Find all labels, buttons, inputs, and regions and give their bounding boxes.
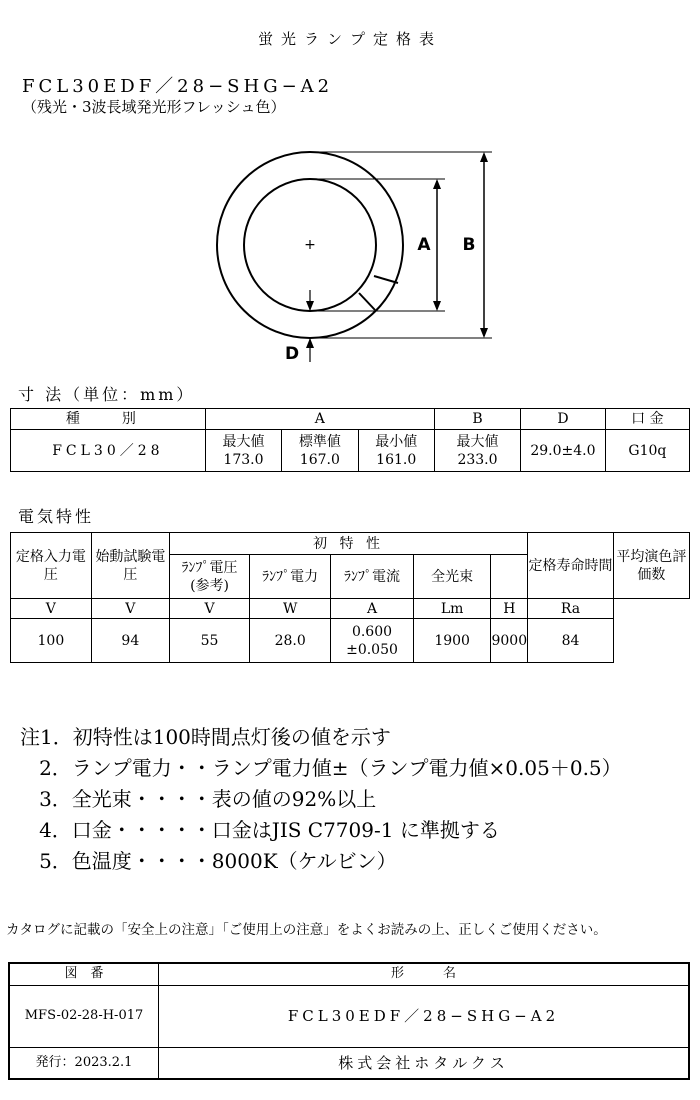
unit-cell: Ra	[528, 599, 614, 619]
lamp-voltage-label: ﾗﾝﾌﾟ電圧	[181, 559, 238, 576]
a-std-cell	[282, 430, 358, 472]
a-max-value: 173.0	[223, 451, 264, 468]
a-min-label: 最小値	[375, 433, 418, 450]
unit-cell: H	[491, 599, 528, 619]
a-std-label: 標準値	[298, 433, 341, 450]
lamp-current-tolerance: ±0.050	[346, 641, 398, 658]
rated-life-value: 9000	[491, 619, 528, 663]
d-value: 29.0±4.0	[521, 430, 606, 472]
base-header: 口 金	[605, 409, 689, 430]
model-description: （残光・3波長域発光形フレッシュ色）	[22, 98, 286, 116]
lamp-voltage-value: 55	[169, 619, 249, 663]
lamp-current-header: ﾗﾝﾌﾟ電流	[331, 555, 414, 599]
b-arrow-bottom	[480, 328, 488, 338]
lamp-current-value: 0.600	[351, 623, 393, 640]
dimensions-section-title: 寸 法（単位：mm）	[18, 385, 196, 404]
b-max-cell	[434, 430, 520, 472]
b-arrow-top	[480, 152, 488, 162]
d-header: D	[521, 409, 606, 430]
note-4: 4．口金・・・・・口金はJIS C7709-1 に準拠する	[20, 818, 500, 842]
unit-cell: V	[91, 599, 169, 619]
type-value: FCL30／28	[11, 430, 206, 472]
lamp-voltage-header	[169, 555, 249, 599]
b-max-value: 233.0	[457, 451, 498, 468]
total-flux-header: 全光束	[413, 555, 491, 599]
a-max-label: 最大値	[222, 433, 265, 450]
drawing-no-label: 図 番	[9, 963, 159, 985]
a-min-cell	[358, 430, 434, 472]
company-name: 株式会社ホタルクス	[159, 1047, 690, 1079]
cri-header: 平均演色評価数	[613, 533, 689, 599]
lamp-diagram	[200, 140, 520, 370]
title-block	[8, 962, 690, 1080]
document-title: 蛍光ランプ定格表	[257, 30, 442, 48]
caution-text: カタログに記載の「安全上の注意」「ご使用上の注意」をよくお読みの上、正しくご使用ください。	[6, 922, 607, 938]
d-arrow-top	[306, 301, 314, 311]
a-arrow-top	[433, 179, 441, 189]
lamp-socket-line-1	[374, 276, 398, 283]
issue-date: 発行：2023.2.1	[9, 1047, 159, 1079]
d-label: D	[284, 344, 300, 364]
model-name: FCL30EDF／28−SHG−A2	[159, 985, 690, 1047]
electrical-section-title: 電気特性	[18, 507, 95, 526]
unit-cell: W	[250, 599, 331, 619]
b-max-label: 最大値	[456, 433, 499, 450]
a-arrow-bottom	[433, 301, 441, 311]
electrical-table	[10, 532, 690, 663]
rated-input-voltage-header: 定格入力電圧	[11, 533, 92, 599]
note-1: 注1．初特性は100時間点灯後の値を示す	[20, 725, 391, 749]
dimensions-table	[10, 408, 690, 472]
model-name-label: 形 名	[159, 963, 690, 985]
rated-life-header: 定格寿命時間	[528, 533, 614, 599]
unit-cell: A	[331, 599, 414, 619]
d-arrow-bottom	[306, 338, 314, 348]
a-min-value: 161.0	[376, 451, 417, 468]
drawing-no: MFS-02-28-H-017	[9, 985, 159, 1047]
note-3: 3．全光束・・・・表の値の92%以上	[20, 787, 377, 811]
starting-test-voltage-header: 始動試験電圧	[91, 533, 169, 599]
base-value: G10q	[605, 430, 689, 472]
b-header: B	[434, 409, 520, 430]
unit-cell: V	[11, 599, 92, 619]
a-max-cell	[205, 430, 281, 472]
unit-cell: Lm	[413, 599, 491, 619]
total-flux-value: 1900	[413, 619, 491, 663]
starting-test-voltage-value: 94	[91, 619, 169, 663]
lamp-power-header: ﾗﾝﾌﾟ電力	[250, 555, 331, 599]
lamp-current-cell	[331, 619, 414, 663]
center-mark: +	[304, 237, 316, 253]
note-5: 5．色温度・・・・8000K（ケルビン）	[20, 849, 397, 873]
unit-cell: V	[169, 599, 249, 619]
note-2: 2．ランプ電力・・ランプ電力値±（ランプ電力値×0.05＋0.5）	[20, 756, 622, 780]
rated-input-voltage-value: 100	[11, 619, 92, 663]
initial-characteristics-header: 初 特 性	[169, 533, 527, 555]
model-number: FCL30EDF／28−SHG−A2	[22, 76, 334, 97]
a-label: A	[417, 235, 431, 255]
notes	[20, 722, 622, 877]
a-std-value: 167.0	[299, 451, 340, 468]
type-header: 種 別	[11, 409, 206, 430]
a-header: A	[205, 409, 434, 430]
cri-value: 84	[528, 619, 614, 663]
lamp-voltage-note: (参考)	[190, 577, 230, 594]
b-label: B	[462, 235, 476, 255]
lamp-power-value: 28.0	[250, 619, 331, 663]
lamp-socket-line-2	[359, 293, 375, 310]
